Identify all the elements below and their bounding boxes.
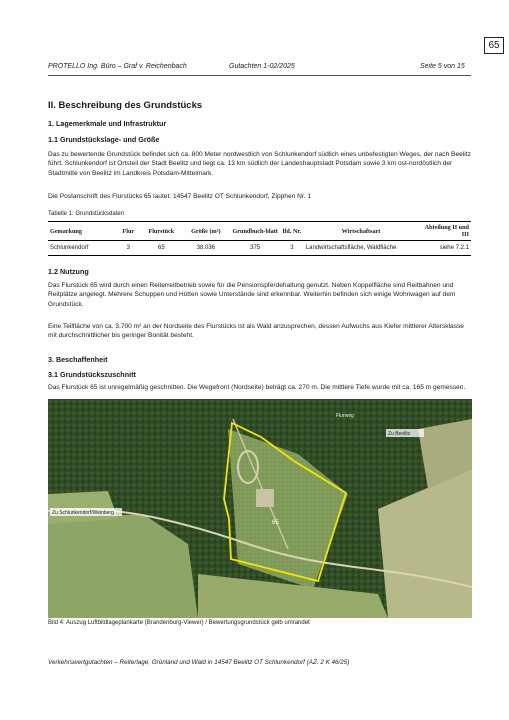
header-rule [48, 75, 471, 76]
page-number-box [484, 37, 504, 54]
header-center: Gutachten 1-02/2025 [229, 63, 295, 70]
figure-caption: Bild 4: Auszug Luftbildlageplankarte (Brandenburg-Viewer) / Bewertungsgrundstück gelb umrandet [48, 620, 310, 626]
page-number: 65 [488, 40, 500, 51]
paragraph-forest: Eine Teilfläche von ca. 3.700 m² an der Nordseite des Flurstücks ist als Wald anzusprechen, dessen Aufwuchs aus Kiefer mittlerer Altersklasse mit durchschnittlicher bis geringer Bonität besteht. [48, 323, 464, 340]
cell-wirtschaftsart: Landwirtschaftsfläche, Waldfläche [304, 241, 418, 256]
cell-groesse: 38.036 [181, 241, 230, 256]
section-title: II. Beschreibung des Grundstücks [48, 100, 203, 111]
col-wirtschaftsart: Wirtschaftsart [304, 222, 418, 241]
cell-flurstueck: 65 [141, 241, 181, 256]
table-caption: Tabelle 1: Grundstücksdaten [48, 211, 125, 217]
paragraph-usage: Das Flurstück 65 wird durch einen Reiterreitbetrieb sowie für die Pensionspferdehaltung genutzt. Neben Koppelfläche sind Reitbahnen und Reitplätze angelegt. Mehrere Schuppen und Hütten sowie Unterstände sind erkennbar. Weiterhin befinden sich einige Wohnwagen auf dem Grundstück. [48, 282, 456, 308]
map-label-road-top: Flurweg [336, 413, 354, 419]
cell-abteilung: siehe 7.2.1 [418, 241, 471, 256]
cell-lfd-nr: 3 [280, 241, 304, 256]
subheading-usage: 1.2 Nutzung [48, 267, 89, 276]
paragraph-address: Die Postanschrift des Flurstücks 65 lautet: 14547 Beelitz OT Schlunkendorf, Zipphen Nr. 1 [48, 193, 312, 200]
col-groesse: Größe (m²) [181, 222, 230, 241]
property-data-table [48, 221, 471, 256]
cell-flur: 3 [115, 241, 141, 256]
table-row [48, 241, 471, 256]
col-flurstueck: Flurstück [141, 222, 181, 241]
map-label-road-left: Zu Schlunkendorf/Weinberg [52, 510, 114, 516]
aerial-map-image [48, 399, 472, 618]
cell-gemarkung: Schlunkendorf [48, 241, 115, 256]
map-label-parcel: 65 [272, 520, 279, 526]
paragraph-shape: Das Flurstück 65 ist unregelmäßig geschnitten. Die Wegefront (Nordseite) beträgt ca. 270 m. Die mittlere Tiefe wurde mit ca. 165 m gemessen. [48, 384, 466, 391]
page-footer: Verkehrswertgutachten – Reiterlage, Grünland und Wald in 14547 Beelitz OT Schlunkendorf (AZ. 2 K 46/25) [48, 659, 350, 666]
table-header-row [48, 222, 471, 241]
map-label-road-right: Zu Beelitz [388, 431, 411, 437]
col-flur: Flur [115, 222, 141, 241]
paragraph-location: Das zu bewertende Grundstück befindet sich ca. 800 Meter nordwestlich von Schlunkendorf südlich eines unbefestigten Weges, der nach Beelitz führt. Schlunkendorf ist Ortsteil der Stadt Beelitz und liegt ca. 13 km südlich der Landeshauptstadt Potsdam sowie 3 km ost-nordöstlich der Stadtmitte von Beelitz im Landkreis Potsdam-Mittelmark. [48, 151, 471, 177]
subheading-shape: 3.1 Grundstückszuschnitt [48, 370, 136, 379]
subheading-size: 1.1 Grundstückslage- und Größe [48, 135, 160, 144]
subheading-location: 1. Lagemerkmale und Infrastruktur [48, 119, 167, 128]
header-right: Seite 5 von 15 [420, 63, 465, 70]
col-abteilung: Abteilung II und III [418, 222, 471, 241]
col-gemarkung: Gemarkung [48, 222, 115, 241]
subheading-condition: 3. Beschaffenheit [48, 355, 108, 364]
cell-grundbuchblatt: 375 [230, 241, 280, 256]
header-left: PROTELLO Ing. Büro – Graf v. Reichenbach [48, 63, 187, 70]
col-grundbuchblatt: Grundbuch-blatt [230, 222, 280, 241]
col-lfd-nr: lfd. Nr. [280, 222, 304, 241]
